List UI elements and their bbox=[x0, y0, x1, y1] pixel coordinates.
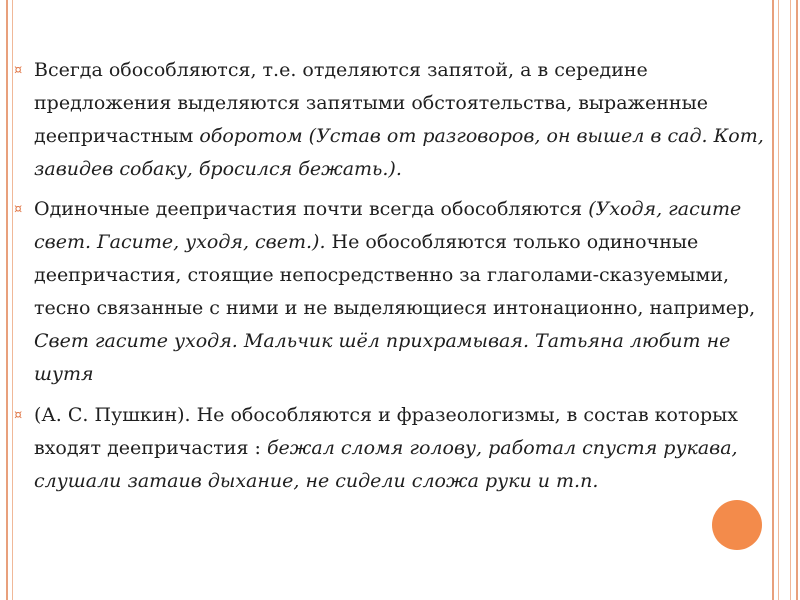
paragraph-2-text-b: Не обособляются только одиночные деепричастия, стоящие непосредственно за глаголами-сказуемыми, тесно связанные с ними и не выделяющиеся интонационно, например, bbox=[34, 231, 756, 319]
bullet-icon: ¤ bbox=[14, 202, 23, 217]
paragraph-2-italic-a: (Уходя, гасите свет. Гасите, уходя, свет.). bbox=[34, 198, 742, 253]
paragraph-2-italic-b: Свет гасите уходя. Мальчик шёл прихрамывая. Татьяна любит не шутя bbox=[34, 330, 731, 385]
right-frame-line-4 bbox=[796, 0, 798, 600]
slide-content bbox=[14, 54, 768, 508]
right-frame-line-1 bbox=[772, 0, 774, 600]
paragraph-1 bbox=[14, 54, 768, 186]
paragraph-1-text: Всегда обособляются, т.е. отделяются запятой, а в середине предложения выделяются запятыми обстоятельства, выраженные деепричастным bbox=[34, 59, 708, 147]
bullet-icon: ¤ bbox=[14, 408, 23, 423]
paragraph-2-text-a: Одиночные деепричастия почти всегда обособляются bbox=[34, 198, 589, 220]
paragraph-2 bbox=[14, 193, 768, 391]
orange-circle-icon bbox=[712, 500, 762, 550]
paragraph-1-italic-text: оборотом (Устав от разговоров, он вышел в сад. Кот, завидев собаку, бросился бежать.). bbox=[34, 125, 764, 180]
paragraph-3 bbox=[14, 399, 768, 498]
right-frame-line-2 bbox=[778, 0, 779, 600]
paragraph-3-text: (А. С. Пушкин). Не обособляются и фразеологизмы, в состав которых входят деепричастия : bbox=[34, 404, 738, 459]
left-frame-line-outer bbox=[6, 0, 8, 600]
right-frame-line-3 bbox=[790, 0, 791, 600]
left-frame-line-inner bbox=[12, 0, 13, 600]
paragraph-3-italic-text: бежал сломя голову, работал спустя рукава, слушали затаив дыхание, не сидели сложа руки и т.п. bbox=[34, 437, 738, 492]
bullet-icon: ¤ bbox=[14, 63, 23, 78]
